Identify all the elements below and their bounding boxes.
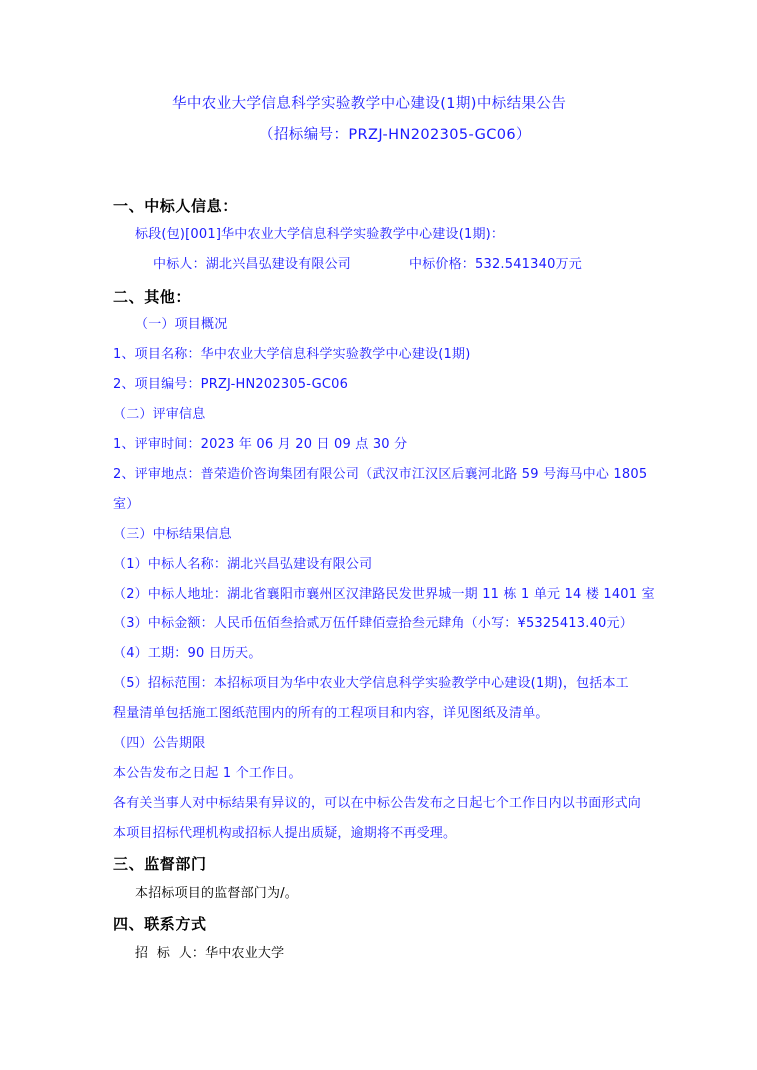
winner-name: 中标人：湖北兴昌弘建设有限公司 — [153, 257, 352, 272]
project-number: 2、项目编号：PRZJ-HN202305-GC06 — [113, 377, 349, 392]
tender-number: （招标编号：PRZJ-HN202305-GC06） — [259, 127, 531, 143]
result-duration: （4）工期：90 日历天。 — [113, 646, 262, 661]
section-heading-winner-info: 一、中标人信息： — [113, 197, 238, 215]
supervision-department: 本招标项目的监督部门为/。 — [135, 886, 298, 901]
section-heading-supervision: 三、监督部门 — [113, 855, 207, 873]
objection-notice: 各有关当事人对中标结果有异议的，可以在中标公告发布之日起七个工作日内以书面形式向 — [113, 796, 642, 811]
subsection-review-info: （二）评审信息 — [113, 407, 206, 422]
result-scope: （5）招标范围：本招标项目为华中农业大学信息科学实验教学中心建设(1期)，包括本工 — [113, 676, 629, 691]
subsection-result-info: （三）中标结果信息 — [113, 527, 232, 542]
project-name: 1、项目名称：华中农业大学信息科学实验教学中心建设(1期) — [113, 347, 471, 362]
section-heading-other: 二、其他： — [113, 288, 192, 306]
contact-tenderer: 招 标 人：华中农业大学 — [135, 946, 285, 961]
review-time: 1、评审时间：2023 年 06 月 20 日 09 点 30 分 — [113, 437, 408, 452]
lot-description: 标段(包)[001]华中农业大学信息科学实验教学中心建设(1期)： — [135, 227, 505, 242]
section-heading-contact: 四、联系方式 — [113, 915, 207, 933]
result-winner-name: （1）中标人名称：湖北兴昌弘建设有限公司 — [113, 557, 373, 572]
subsection-notice-period: （四）公告期限 — [113, 736, 206, 751]
subsection-project-overview: （一）项目概况 — [135, 317, 228, 332]
result-scope-continued: 程量清单包括施工图纸范围内的所有的工程项目和内容，详见图纸及清单。 — [113, 706, 549, 721]
result-winning-amount: （3）中标金额：人民币伍佰叁拾贰万伍仟肆佰壹拾叁元肆角（小写：¥5325413.40元） — [113, 616, 633, 631]
objection-notice-continued: 本项目招标代理机构或招标人提出质疑，逾期将不再受理。 — [113, 826, 457, 841]
result-winner-address: （2）中标人地址：湖北省襄阳市襄州区汉津路民发世界城一期 11 栋 1 单元 14 楼 1401 室 — [113, 587, 655, 602]
winning-price: 中标价格：532.541340万元 — [409, 257, 582, 272]
review-place-continued: 室） — [113, 497, 140, 512]
document-title: 华中农业大学信息科学实验教学中心建设(1期)中标结果公告 — [172, 96, 567, 112]
review-place: 2、评审地点：普荣造价咨询集团有限公司（武汉市江汉区后襄河北路 59 号海马中心 1805 — [113, 467, 648, 482]
notice-period: 本公告发布之日起 1 个工作日。 — [113, 766, 302, 781]
